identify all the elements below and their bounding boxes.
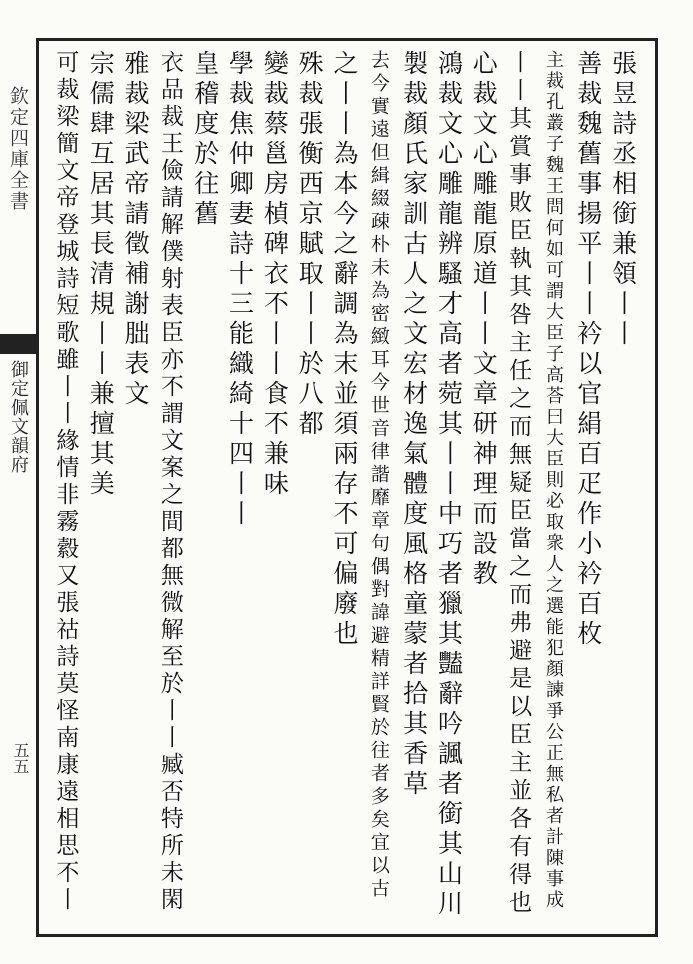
text-column: 皇稽度於往舊 <box>190 50 220 230</box>
book-title: 欽定四庫全書 <box>7 86 29 212</box>
text-column: 鴻裁文心雕龍辨騷才高者菀其丨丨中巧者獵其豔辭吟諷者銜其山川 <box>434 50 464 920</box>
volume-title: 御定佩文韻府 <box>8 360 29 474</box>
frame-right-border <box>655 38 658 936</box>
page-number: 五五 <box>11 742 30 774</box>
text-column: 雅裁梁武帝請徵補謝朏表文 <box>121 50 151 410</box>
frame-bottom-border <box>36 934 658 937</box>
text-column: 主裁孔叢子魏王問何如可謂大臣子高荅曰大臣則必取衆人之選能犯顏諫爭公正無私者計陳事成 <box>542 50 564 911</box>
text-column: 可裁梁簡文帝登城詩短歌雖丨丨緣情非霧縠又張祜詩莫怪南康遠相思不丨 <box>52 50 79 914</box>
text-column: 之丨丨為本今之辭調為末並須兩存不可偏廢也 <box>330 50 359 650</box>
text-column: 心裁文心雕龍原道丨丨文章研神理而設教 <box>469 50 499 590</box>
text-column: 學裁焦仲卿妻詩十三能織綺十四丨丨 <box>225 50 255 530</box>
frame-left-border <box>36 38 39 936</box>
frame-top-border <box>36 38 658 41</box>
text-column: 善裁魏舊事揚平丨丨衿以官絹百疋作小衿百枚 <box>573 50 603 650</box>
text-column: 宗儒肆互居其長清規丨丨兼擅其美 <box>86 50 116 500</box>
margin-band <box>0 38 36 936</box>
text-column: 張昱詩丞相銜兼領丨丨 <box>608 50 638 350</box>
text-column: 衣品裁王儉請解僕射表臣亦不謂文案之間都無微解至於丨丨臧否特所未閑 <box>156 50 183 914</box>
text-column: 變裁蔡邕房楨碑衣不丨丨食不兼味 <box>260 50 290 500</box>
text-column: 製裁顏氏家訓古人之文宏材逸氣體度風格童蒙者拾其香草 <box>399 50 429 800</box>
margin-black-bar <box>0 334 36 354</box>
text-column: 丨丨其賞事敗臣執其咎主任之而無疑臣當之而弗避是以臣主並各有得也 <box>505 50 532 918</box>
text-column: 殊裁張衡西京賦取丨丨於八都 <box>295 50 325 440</box>
text-column: 去今實遠但緝綴疎朴未為密緻耳今世音律諧靡章句偶對諱避精詳賢於往者多矣宜以古 <box>367 50 390 901</box>
